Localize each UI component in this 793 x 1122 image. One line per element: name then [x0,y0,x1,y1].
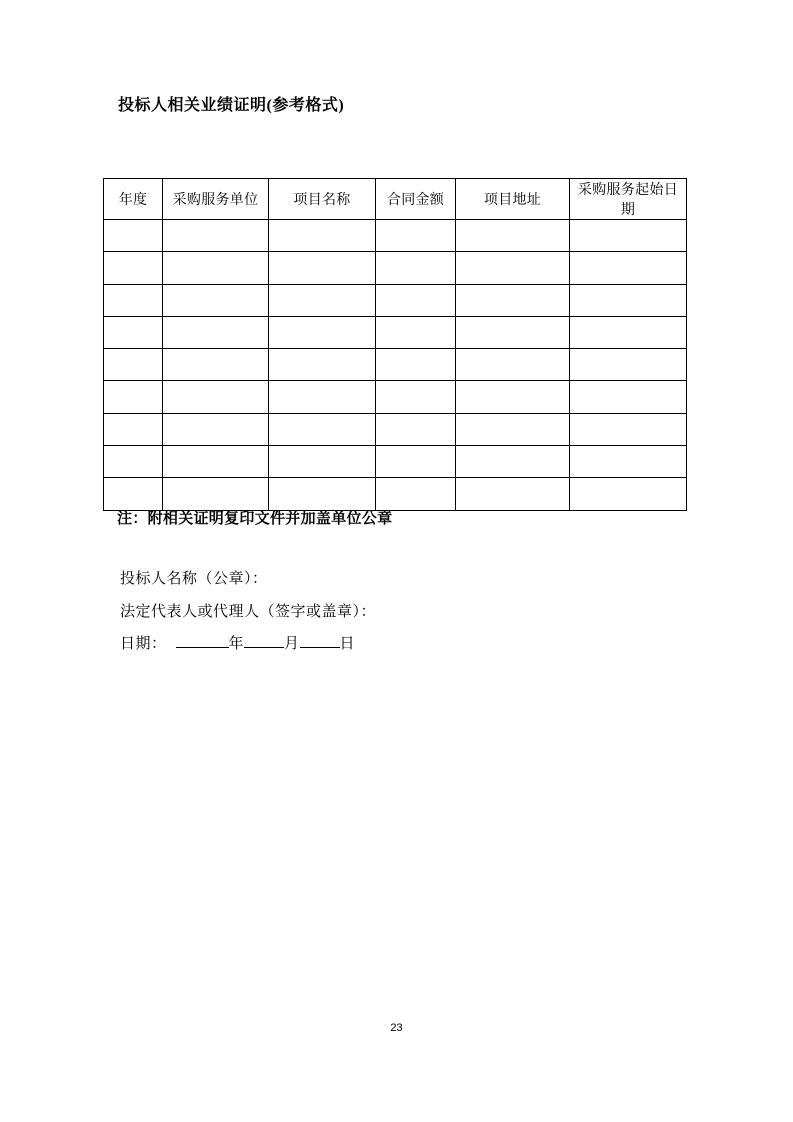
date-day-label: 日 [339,636,356,652]
date-year-blank [176,633,229,648]
table-cell [269,316,376,348]
table-cell [163,316,269,348]
table-row [104,478,687,510]
table-header-row [104,179,687,220]
table-cell [269,349,376,381]
table-cell [269,381,376,413]
table-cell [456,220,570,252]
table-cell [163,252,269,284]
table-cell [163,446,269,478]
table-cell [269,446,376,478]
table-cell [376,413,456,445]
table-cell [456,284,570,316]
column-header: 项目名称 [269,179,376,220]
column-header: 年度 [104,179,163,220]
table-cell [456,413,570,445]
table-cell [570,478,687,510]
table-cell [376,478,456,510]
table-cell [104,316,163,348]
table-note: 注：附相关证明复印文件并加盖单位公章 [117,511,393,527]
table-row [104,446,687,478]
table-cell [163,220,269,252]
table-cell [376,316,456,348]
date-day-blank [300,633,340,648]
table-cell [570,252,687,284]
date-year-label: 年 [228,636,245,652]
table-cell [104,252,163,284]
table-cell [104,478,163,510]
table-cell [163,284,269,316]
table-cell [376,381,456,413]
table-row [104,381,687,413]
date-line [120,632,355,653]
table-cell [104,220,163,252]
table-cell [376,446,456,478]
page-title: 投标人相关业绩证明(参考格式) [118,97,345,114]
date-month-blank [244,633,284,648]
table-cell [456,252,570,284]
table-cell [104,381,163,413]
table-cell [163,349,269,381]
table-cell [104,284,163,316]
table-cell [269,284,376,316]
table-cell [570,220,687,252]
table-cell [570,381,687,413]
table-cell [456,316,570,348]
table-cell [163,478,269,510]
table-cell [269,478,376,510]
table-cell [376,349,456,381]
table-cell [456,478,570,510]
table-cell [376,252,456,284]
table-cell [163,413,269,445]
table-cell [269,220,376,252]
table-row [104,349,687,381]
table-cell [163,381,269,413]
table-row [104,220,687,252]
table-cell [376,284,456,316]
column-header: 采购服务单位 [163,179,269,220]
table-cell [570,284,687,316]
table-cell [570,316,687,348]
table-cell [456,381,570,413]
table-cell [104,413,163,445]
performance-table [103,178,687,511]
table-cell [570,446,687,478]
table-cell [570,349,687,381]
table-cell [269,413,376,445]
table-row [104,284,687,316]
bidder-name-label: 投标人名称（公章）： [120,571,268,587]
table-cell [456,349,570,381]
table-cell [104,349,163,381]
table-cell [456,446,570,478]
table-cell [570,413,687,445]
date-label: 日期： [120,636,167,652]
column-header: 合同金额 [376,179,456,220]
table-row [104,316,687,348]
table-row [104,413,687,445]
column-header: 采购服务起始日期 [570,179,687,220]
table-cell [269,252,376,284]
table-row [104,252,687,284]
representative-label: 法定代表人或代理人（签字或盖章）： [120,604,377,620]
table-cell [376,220,456,252]
page-number: 23 [390,1022,403,1034]
column-header: 项目地址 [456,179,570,220]
date-month-label: 月 [284,636,300,652]
table-cell [104,446,163,478]
